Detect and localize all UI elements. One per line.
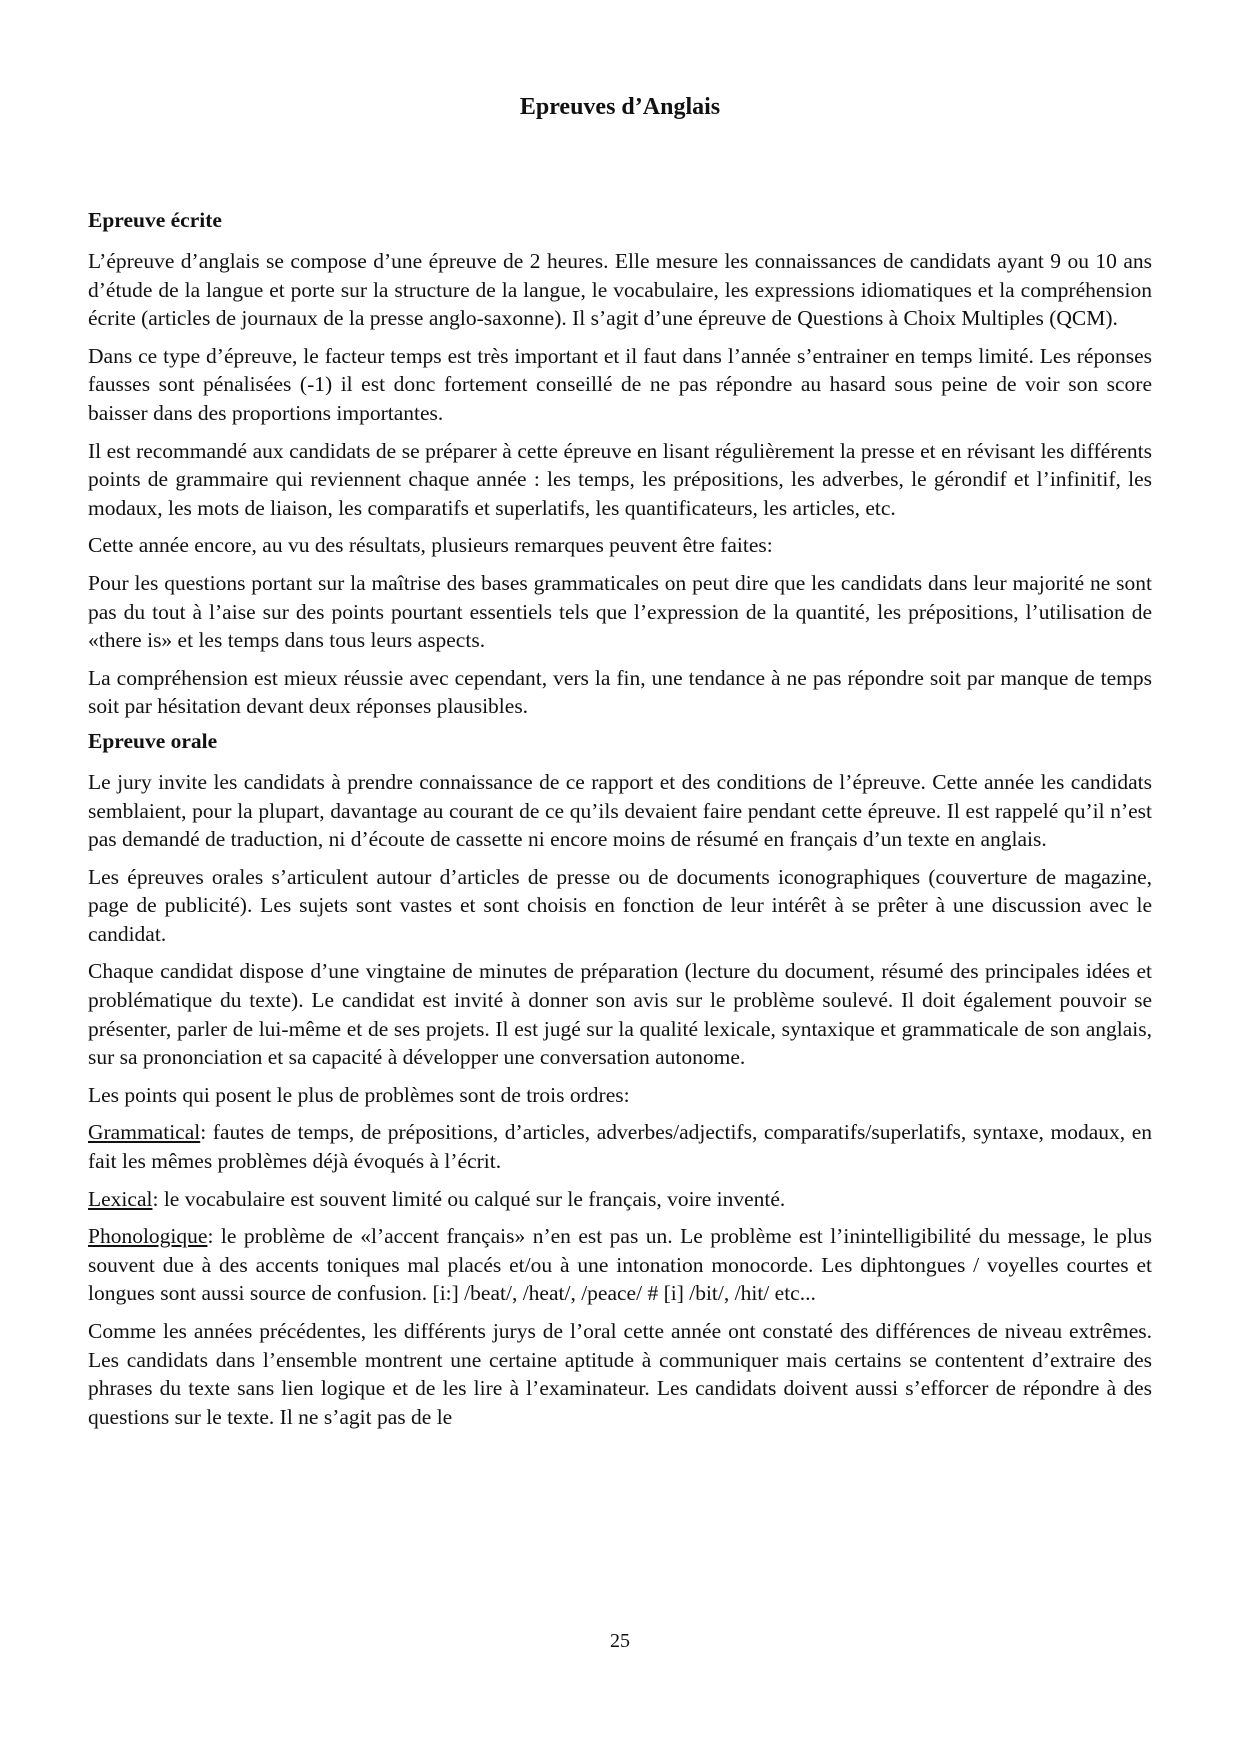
problem-label: Phonologique (88, 1224, 208, 1249)
problem-lexical (88, 1185, 1152, 1214)
section-heading-written: Epreuve écrite (88, 208, 222, 232)
paragraph: Les épreuves orales s’articulent autour d’articles de presse ou de documents iconographiques (couverture de magazine, page de publicité). Les sujets sont vastes et sont choisis en fonction de leur intérêt à se prêter à une discussion avec le candidat. (88, 864, 1152, 946)
paragraph: Les points qui posent le plus de problèmes sont de trois ordres: (88, 1082, 630, 1107)
problem-text: : le problème de «l’accent français» n’en est pas un. Le problème est l’inintelligibilité du message, le plus souvent due à des accents toniques mal placés et/ou à une intonation monocorde. Les diphtongues / voyelles courtes et longues sont aussi source de confusion. [i:] /beat/, /heat/, /peace/ # [i] /bit/, /hit/ etc... (88, 1224, 1152, 1306)
problem-label: Lexical (88, 1186, 153, 1211)
problem-text: : fautes de temps, de prépositions, d’articles, adverbes/adjectifs, comparatifs/superlatifs, syntaxe, modaux, en fait les mêmes problèmes déjà évoqués à l’écrit. (88, 1120, 1152, 1174)
problem-text: : le vocabulaire est souvent limité ou calqué sur le français, voire inventé. (152, 1186, 786, 1211)
problem-phonologique (88, 1222, 1152, 1308)
paragraph: Dans ce type d’épreuve, le facteur temps est très important et il faut dans l’année s’entrainer en temps limité. Les réponses fausses sont pénalisées (-1) il est donc fortement conseillé de ne pas répondre au hasard sous peine de voir son score baisser dans des proportions importantes. (88, 343, 1152, 425)
paragraph: Le jury invite les candidats à prendre connaissance de ce rapport et des conditions de l’épreuve. Cette année les candidats semblaient, pour la plupart, davantage au courant de ce qu’ils devaient faire pendant cette épreuve. Il est rappelé qu’il n’est pas demandé de traduction, ni d’écoute de cassette ni encore moins de résumé en français d’un texte en anglais. (88, 769, 1152, 852)
paragraph: Chaque candidat dispose d’une vingtaine de minutes de préparation (lecture du document, résumé des principales idées et problématique du texte). Le candidat est invité à donner son avis sur le problème soulevé. Il doit également pouvoir se présenter, parler de lui-même et de ses projets. Il est jugé sur la qualité lexicale, syntaxique et grammaticale de son anglais, sur sa prononciation et sa capacité à développer une conversation autonome. (88, 959, 1152, 1070)
paragraph-closing: Comme les années précédentes, les différents jurys de l’oral cette année ont constaté des différences de niveau extrêmes. Les candidats dans l’ensemble montrent une certaine aptitude à communiquer mais certains se contentent d’extraire des phrases du texte sans lien logique et de les lire à l’examinateur. Les candidats doivent aussi s’efforcer de répondre à des questions sur le texte. Il ne s’agit pas de le (88, 1319, 1152, 1429)
paragraph: L’épreuve d’anglais se compose d’une épreuve de 2 heures. Elle mesure les connaissances de candidats ayant 9 ou 10 ans d’étude de la langue et porte sur la structure de la langue, le vocabulaire, les expressions idiomatiques et la compréhension écrite (articles de journaux de la presse anglo-saxonne). Il s’agit d’une épreuve de Questions à Choix Multiples (QCM). (88, 249, 1152, 331)
paragraph: Il est recommandé aux candidats de se préparer à cette épreuve en lisant régulièrement la presse et en révisant les différents points de grammaire qui reviennent chaque année : les temps, les prépositions, les adverbes, le gérondif et l’infinitif, les modaux, les mots de liaison, les comparatifs et superlatifs, les quantificateurs, les articles, etc. (88, 438, 1152, 520)
paragraph: Pour les questions portant sur la maîtrise des bases grammaticales on peut dire que les candidats dans leur majorité ne sont pas du tout à l’aise sur des points pourtant essentiels tels que l’expression de la quantité, les prépositions, l’utilisation de «there is» et les temps dans tous leurs aspects. (88, 570, 1152, 653)
document-body (88, 206, 1152, 1440)
paragraph: Cette année encore, au vu des résultats, plusieurs remarques peuvent être faites: (88, 533, 773, 558)
document-page (88, 0, 1152, 1754)
problem-label: Grammatical (88, 1120, 201, 1145)
paragraph: La compréhension est mieux réussie avec cependant, vers la fin, une tendance à ne pas répondre soit par manque de temps soit par hésitation devant deux réponses plausibles. (88, 665, 1152, 719)
section-heading-oral: Epreuve orale (88, 728, 218, 753)
problem-grammatical (88, 1118, 1152, 1175)
page-title: Epreuves d’Anglais (519, 94, 721, 120)
page-number: 25 (610, 1630, 630, 1652)
